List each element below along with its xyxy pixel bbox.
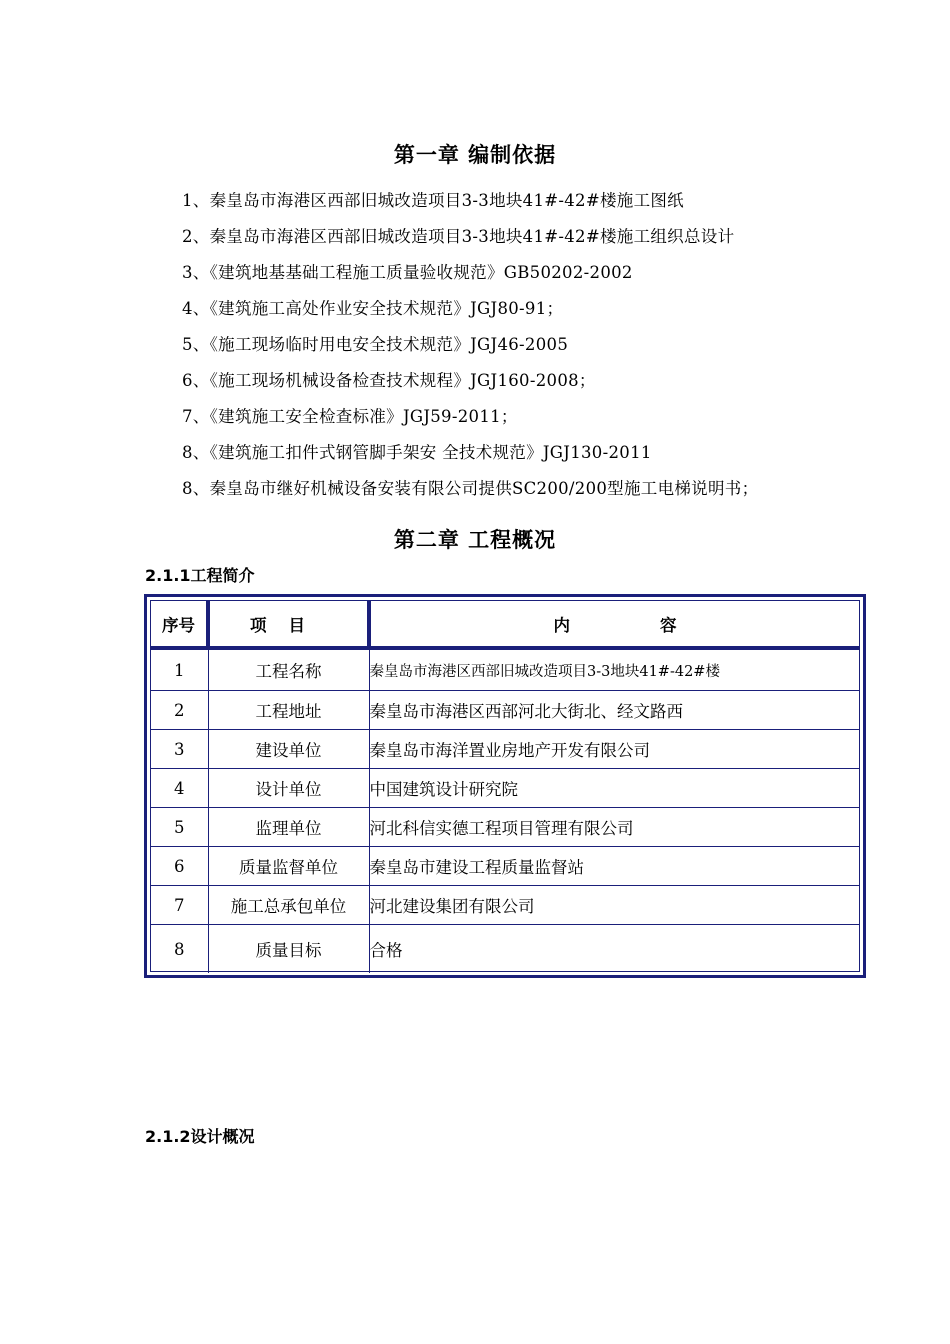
basis-item: 5、《施工现场临时用电安全技术规范》JGJ46-2005 [182,335,569,354]
table-row [151,925,859,974]
row-item: 工程地址 [208,691,369,730]
row-item: 建设单位 [208,730,369,769]
basis-item: 2、秦皇岛市海港区西部旧城改造项目3-3地块41#-42#楼施工组织总设计 [182,227,735,246]
header-item [208,601,369,648]
chapter-1-title: 第一章 编制依据 [393,143,557,167]
chapter-2-title: 第二章 工程概况 [393,528,557,552]
row-item: 质量监督单位 [208,847,369,886]
row-content: 秦皇岛市海港区西部旧城改造项目3-3地块41#-42#楼 [369,648,859,691]
table-row [151,648,859,691]
basis-item: 3、《建筑地基基础工程施工质量验收规范》GB50202-2002 [182,263,633,282]
project-overview-table-frame [144,594,866,978]
table-row [151,847,859,886]
row-content: 中国建筑设计研究院 [369,769,859,808]
table-row [151,808,859,847]
basis-item: 6、《施工现场机械设备检查技术规程》JGJ160-2008； [182,371,596,390]
row-no: 6 [151,847,208,886]
table-header-row [151,601,859,648]
row-content: 秦皇岛市海洋置业房地产开发有限公司 [369,730,859,769]
table-row [151,886,859,925]
basis-item: 8、秦皇岛市继好机械设备安装有限公司提供SC200/200型施工电梯说明书； [182,479,759,498]
row-no: 1 [151,648,208,691]
project-overview-table [151,601,859,973]
basis-list [182,188,902,512]
row-content: 河北科信实德工程项目管理有限公司 [369,808,859,847]
row-item: 设计单位 [208,769,369,808]
row-no: 2 [151,691,208,730]
basis-item: 4、《建筑施工高处作业安全技术规范》JGJ80-91； [182,299,564,318]
basis-item: 8、《建筑施工扣件式钢管脚手架安 全技术规范》JGJ130-2011 [182,443,652,462]
row-item: 施工总承包单位 [208,886,369,925]
header-content [369,601,859,648]
row-content: 合格 [369,941,403,960]
row-content: 秦皇岛市海港区西部河北大街北、经文路西 [369,691,859,730]
row-no: 8 [151,925,208,974]
table-row [151,730,859,769]
basis-item: 1、秦皇岛市海港区西部旧城改造项目3-3地块41#-42#楼施工图纸 [182,191,684,210]
row-no: 3 [151,730,208,769]
header-content-label: 内容 [553,615,767,635]
basis-item: 7、《建筑施工安全检查标准》JGJ59-2011； [182,407,518,426]
section-heading-project-intro: 2.1.1工程简介 [145,566,255,585]
header-item-label: 项目 [250,615,327,635]
row-item: 监理单位 [208,808,369,847]
row-item: 工程名称 [208,648,369,691]
row-content: 河北建设集团有限公司 [369,886,859,925]
table-row [151,691,859,730]
row-content: 秦皇岛市建设工程质量监督站 [369,847,859,886]
row-no: 4 [151,769,208,808]
table-inner-border [150,600,860,972]
row-item: 质量目标 [208,925,369,974]
table-row [151,769,859,808]
section-heading-design-overview: 2.1.2设计概况 [145,1127,255,1146]
row-no: 5 [151,808,208,847]
row-no: 7 [151,886,208,925]
header-no: 序号 [151,601,208,648]
